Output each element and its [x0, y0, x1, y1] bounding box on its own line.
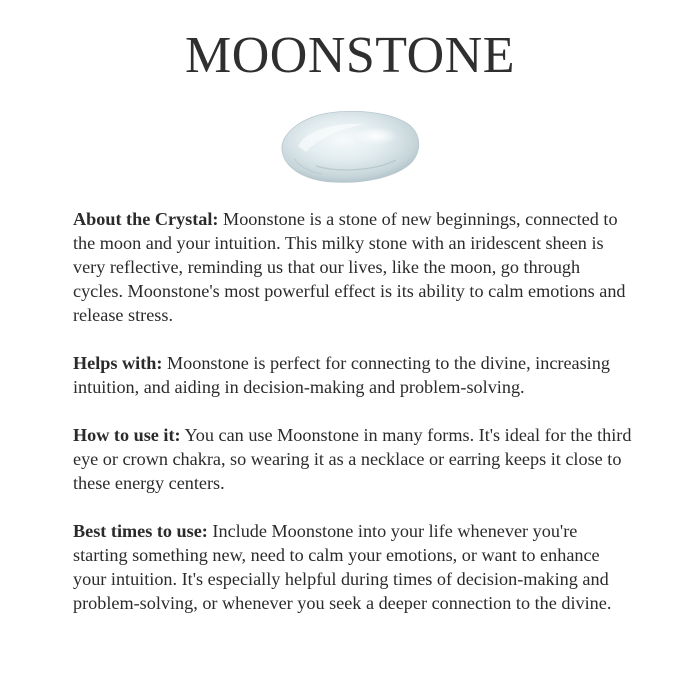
section-heading: Helps with:: [73, 353, 163, 373]
section-heading: About the Crystal:: [73, 209, 219, 229]
page-title: MOONSTONE: [184, 27, 515, 84]
section-text: Moonstone is perfect for connecting to the divine, increasing intuition, and aiding in decision-making and problem-solving.: [73, 353, 610, 397]
how-to-use-section: [73, 423, 633, 495]
crystal-description: [73, 207, 633, 639]
moonstone-image: [276, 106, 424, 186]
section-text: You can use Moonstone in many forms. It's ideal for the third eye or crown chakra, so wearing it as a necklace or earring keeps it close to these energy centers.: [73, 425, 632, 493]
section-heading: Best times to use:: [73, 521, 208, 541]
about-section: [73, 207, 633, 327]
section-text: Moonstone is a stone of new beginnings, connected to the moon and your intuition. This milky stone with an iridescent sheen is very reflective, reminding us that our lives, like the moon, go through cycles. Moonstone's most powerful effect is its ability to calm emotions and release stress.: [73, 209, 626, 325]
section-heading: How to use it:: [73, 425, 181, 445]
helps-with-section: [73, 351, 633, 399]
best-times-section: [73, 519, 633, 615]
section-text: Include Moonstone into your life whenever you're starting something new, need to calm your emotions, or want to enhance your intuition. It's especially helpful during times of decision-making and problem-solving, or whenever you seek a deeper connection to the divine.: [73, 521, 612, 613]
